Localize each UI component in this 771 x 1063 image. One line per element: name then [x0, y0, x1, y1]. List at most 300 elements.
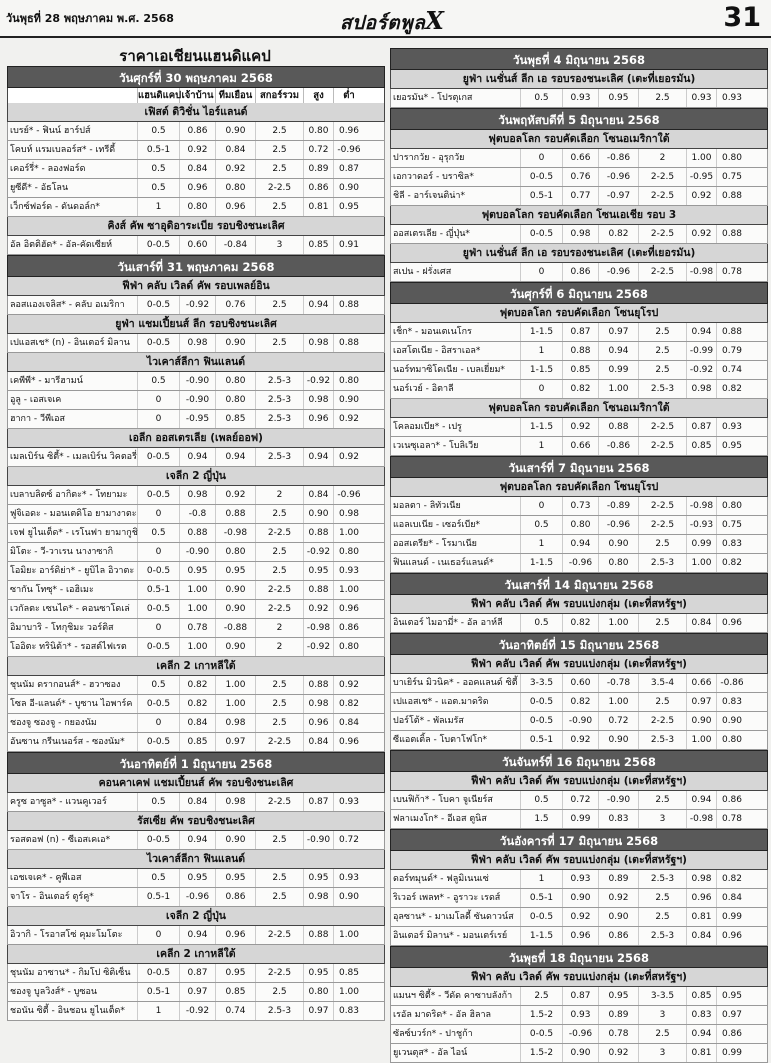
over-odds: 0.90 [687, 712, 717, 730]
away-odds: 0.97 [599, 323, 639, 341]
over-odds: 0.97 [304, 1002, 334, 1020]
league-header: ฟีฟ่า คลับ เวิลด์ คัพ รอบแบ่งกลุ่ม (เตะที่สหรัฐฯ) [390, 595, 768, 614]
match-name: เวเนซุเอลา* - โบลิเวีย [391, 437, 521, 455]
total-goals: 2 [256, 619, 304, 637]
handicap: 1-1.5 [521, 418, 563, 436]
match-row [390, 323, 768, 342]
over-odds: 0.95 [304, 562, 334, 580]
away-odds: 0.82 [599, 225, 639, 243]
match-row [390, 168, 768, 187]
match-name: ชองจู ซองจู - กยองนัม [8, 714, 138, 732]
match-row [7, 926, 385, 945]
total-goals: 2.5 [639, 361, 687, 379]
away-odds: 0.72 [599, 712, 639, 730]
over-odds: -0.98 [687, 263, 717, 281]
under-odds: 0.72 [338, 835, 360, 845]
handicap: 0-0.5 [138, 448, 180, 466]
total-goals: 2-2.5 [639, 263, 687, 281]
match-name: ยูซีดี* - อัธโลน [8, 179, 138, 197]
match-row [7, 695, 385, 714]
home-odds: 1.00 [180, 600, 216, 618]
under-odds: 0.75 [721, 172, 743, 182]
home-odds: 0.60 [180, 236, 216, 254]
total-goals: 2.5 [256, 714, 304, 732]
over-odds: 0.89 [304, 160, 334, 178]
match-name: ปอร์โต้* - พัลเมรัส [391, 712, 521, 730]
home-odds: 0.92 [180, 141, 216, 159]
match-name: สเปน - ฝรั่งเศส [391, 263, 521, 281]
match-name: ซีแอตเติ้ล - โบตาโฟโก* [391, 731, 521, 749]
match-name: อุลซาน* - มาเมโลดี้ ซันดาวน์ส [391, 908, 521, 926]
match-name: เอชเจเค* - คูพีเอส [8, 869, 138, 887]
away-odds: 0.98 [216, 714, 256, 732]
away-odds: 0.90 [216, 122, 256, 140]
home-odds: -0.95 [180, 410, 216, 428]
away-odds: 0.96 [216, 198, 256, 216]
under-odds: 0.74 [721, 365, 743, 375]
over-odds: 0.94 [304, 448, 334, 466]
under-odds: 0.78 [721, 267, 743, 277]
league-header: ฟุตบอลโลก รอบคัดเลือก โซนยุโรป [390, 478, 768, 497]
column-header: สูง [304, 88, 334, 103]
away-odds: -0.88 [216, 619, 256, 637]
day-header: วันพุธที่ 4 มิถุนายน 2568 [390, 48, 768, 70]
under-odds: 0.83 [338, 1006, 360, 1016]
league-header: คอนคาเคฟ แชมเปี้ยนส์ คัพ รอบชิงชนะเลิศ [7, 774, 385, 793]
home-odds: -0.92 [180, 1002, 216, 1020]
handicap: 0 [521, 263, 563, 281]
away-odds: -0.86 [599, 437, 639, 455]
league-header: ไวเคาส์ลีกา ฟินแลนด์ [7, 353, 385, 372]
match-name: โคลอมเบีย* - เปรู [391, 418, 521, 436]
over-odds: 0.88 [304, 581, 334, 599]
total-goals: 2 [256, 486, 304, 504]
away-odds: 0.80 [216, 179, 256, 197]
home-odds: 0.96 [563, 927, 599, 945]
away-odds: 0.90 [216, 334, 256, 352]
under-odds: -0.86 [720, 678, 744, 688]
over-odds: 0.93 [687, 89, 717, 107]
over-odds: 0.92 [304, 600, 334, 618]
home-odds: 0.96 [180, 179, 216, 197]
over-odds: 0.66 [687, 674, 717, 692]
home-odds: 0.88 [563, 342, 599, 360]
match-name: บาเยิร์น มิวนิค* - ออคแลนด์ ซิตี้ [391, 674, 521, 692]
over-odds: 0.88 [304, 926, 334, 944]
total-goals: 2.5-3 [639, 380, 687, 398]
match-row [7, 1002, 385, 1021]
under-odds: 0.99 [721, 1048, 743, 1058]
match-row [7, 141, 385, 160]
over-odds: -0.92 [304, 543, 334, 561]
handicap: 0.5 [138, 793, 180, 811]
under-odds: 0.86 [338, 623, 360, 633]
match-row [390, 89, 768, 108]
league-header: ฟีฟ่า คลับ เวิลด์ คัพ รอบแบ่งกลุ่ม (เตะที่สหรัฐฯ) [390, 772, 768, 791]
handicap: 0-0.5 [138, 831, 180, 849]
league-header: เคลีก 2 เกาหลีใต้ [7, 657, 385, 676]
home-odds: 0.97 [180, 983, 216, 1001]
league-header: คิงส์ คัพ ซาอุดิอาระเบีย รอบชิงชนะเลิศ [7, 217, 385, 236]
home-odds: -0.90 [563, 712, 599, 730]
match-name: เคพีพี* - มารีฮามน์ [8, 372, 138, 390]
total-goals: 2.5-3 [639, 554, 687, 572]
total-goals: 2.5 [256, 198, 304, 216]
under-odds: 0.80 [721, 735, 743, 745]
total-goals: 2-2.5 [256, 926, 304, 944]
over-odds: 0.96 [304, 410, 334, 428]
away-odds: 1.00 [216, 695, 256, 713]
match-row [390, 927, 768, 946]
league-header: ฟุตบอลโลก รอบคัดเลือก โซนอเมริกาใต้ [390, 399, 768, 418]
match-name: อิวากิ - โรอาสโซ่ คุมะโมโตะ [8, 926, 138, 944]
total-goals: 3 [639, 810, 687, 828]
page-title: ราคาเอเชียนแฮนดิแคป [119, 47, 271, 65]
away-odds: 0.86 [599, 927, 639, 945]
away-odds: 0.92 [216, 160, 256, 178]
day-header: วันอังคารที่ 17 มิถุนายน 2568 [390, 829, 768, 851]
home-odds: 0.93 [563, 89, 599, 107]
match-name: นอร์ทมาซิโดเนีย - เบลเยี่ยม* [391, 361, 521, 379]
over-odds: 0.95 [304, 869, 334, 887]
under-odds: 0.80 [721, 501, 743, 511]
away-odds: 1.00 [599, 614, 639, 632]
league-header: ไวเคาส์ลีกา ฟินแลนด์ [7, 850, 385, 869]
over-odds: 0.88 [304, 524, 334, 542]
match-name: ชิลี - อาร์เจนติน่า* [391, 187, 521, 205]
handicap: 1-1.5 [521, 361, 563, 379]
publication-logo [340, 6, 444, 38]
home-odds: 0.77 [563, 187, 599, 205]
league-header: เฟิสต์ ดิวิชั่น ไอร์แลนด์ [7, 103, 385, 122]
away-odds: 0.97 [216, 733, 256, 751]
match-row [7, 638, 385, 657]
away-odds: 0.80 [216, 391, 256, 409]
match-name: ชอนัน ซิตี้ - อินชอน ยูไนเต็ด* [8, 1002, 138, 1020]
over-odds: -0.98 [304, 619, 334, 637]
home-odds: 0.73 [563, 497, 599, 515]
handicap: 0 [138, 714, 180, 732]
total-goals: 3 [639, 1006, 687, 1024]
home-odds: 0.98 [180, 486, 216, 504]
away-odds: 0.88 [216, 505, 256, 523]
match-name: ชองจู บูลวิงส์* - บูซอน [8, 983, 138, 1001]
league-header: เอลีก ออสเตรเลีย (เพลย์ออฟ) [7, 429, 385, 448]
match-row [7, 505, 385, 524]
over-odds: 1.00 [687, 149, 717, 167]
away-odds: -0.96 [599, 168, 639, 186]
over-odds: 0.86 [304, 179, 334, 197]
match-row [7, 543, 385, 562]
away-odds: 0.95 [216, 562, 256, 580]
over-odds: 0.92 [687, 187, 717, 205]
handicap: 0.5 [138, 372, 180, 390]
under-odds: 0.95 [721, 991, 743, 1001]
home-odds: 0.84 [180, 714, 216, 732]
total-goals: 2.5 [256, 695, 304, 713]
under-odds: 0.88 [721, 229, 743, 239]
total-goals: 2.5 [639, 323, 687, 341]
total-goals: 2-2.5 [256, 524, 304, 542]
away-odds: 0.92 [216, 486, 256, 504]
total-goals: 2.5-3 [256, 448, 304, 466]
match-name: รอสตอฟ (n) - ซีเอสเคเอ* [8, 831, 138, 849]
away-odds: 1.00 [216, 676, 256, 694]
away-odds: 0.84 [216, 141, 256, 159]
match-name: ครูซ อาซูล* - แวนคูเวอร์ [8, 793, 138, 811]
match-row [390, 1044, 768, 1063]
under-odds: 0.91 [338, 240, 360, 250]
away-odds: -0.96 [599, 263, 639, 281]
total-goals: 2.5 [639, 614, 687, 632]
match-row [7, 448, 385, 467]
match-name: เมลเบิร์น ซิตี้* - เมลเบิร์น วิคตอรี่ [8, 448, 138, 466]
away-odds: 0.90 [216, 831, 256, 849]
match-row [390, 791, 768, 810]
league-header: ฟีฟ่า คลับ เวิลด์ คัพ รอบแบ่งกลุ่ม (เตะที่สหรัฐฯ) [390, 968, 768, 987]
under-odds: 0.82 [721, 384, 743, 394]
match-name: โซล อี-แลนด์* - บูซาน ไอพาร์ค [8, 695, 138, 713]
league-header: ยูฟ่า เนชั่นส์ ลีก เอ รอบรองชนะเลิศ (เตะที่เยอรมัน) [390, 70, 768, 89]
under-odds: 0.93 [338, 873, 360, 883]
home-odds: -0.96 [563, 554, 599, 572]
over-odds: 0.92 [687, 225, 717, 243]
over-odds: -0.99 [687, 342, 717, 360]
away-odds: 0.85 [216, 983, 256, 1001]
over-odds: 0.98 [687, 870, 717, 888]
match-name: อิมาบาริ - โทกุชิมะ วอร์ติส [8, 619, 138, 637]
column-header: ทีมเยือน [216, 88, 256, 103]
total-goals: 3 [639, 1044, 687, 1062]
handicap: 0.5 [521, 516, 563, 534]
under-odds: 0.92 [338, 680, 360, 690]
match-row [7, 562, 385, 581]
away-odds: 0.88 [599, 418, 639, 436]
handicap: 0-0.5 [521, 908, 563, 926]
total-goals: 2.5 [639, 89, 687, 107]
total-goals: 2-2.5 [639, 437, 687, 455]
total-goals: 2 [256, 638, 304, 656]
away-odds: 1.00 [599, 693, 639, 711]
home-odds: 0.82 [563, 693, 599, 711]
under-odds: 0.90 [338, 395, 360, 405]
match-row [390, 908, 768, 927]
over-odds: 0.97 [687, 693, 717, 711]
match-name: ดอร์ทมุนด์* - ฟลูมิเนนเซ่ [391, 870, 521, 888]
day-header: วันจันทร์ที่ 16 มิถุนายน 2568 [390, 750, 768, 772]
under-odds: 0.99 [721, 912, 743, 922]
home-odds: 0.82 [563, 614, 599, 632]
over-odds: -0.92 [687, 361, 717, 379]
total-goals: 2-2.5 [639, 187, 687, 205]
match-row [7, 296, 385, 315]
total-goals: 2-2.5 [639, 418, 687, 436]
handicap: 0-0.5 [138, 733, 180, 751]
home-odds: 0.99 [563, 810, 599, 828]
handicap: 2.5 [521, 987, 563, 1005]
under-odds: 0.88 [721, 327, 743, 337]
match-row [390, 731, 768, 750]
total-goals: 2.5-3 [256, 410, 304, 428]
over-odds: 0.84 [304, 486, 334, 504]
total-goals: 2-2.5 [256, 179, 304, 197]
away-odds: 0.78 [599, 1025, 639, 1043]
handicap: 0.5-1 [521, 889, 563, 907]
match-name: มิโตะ - วี-วาเรน นางาซากิ [8, 543, 138, 561]
match-name: เช็ก* - มอนเตเนโกร [391, 323, 521, 341]
under-odds: 0.82 [721, 874, 743, 884]
handicap: 0 [138, 391, 180, 409]
over-odds: 0.85 [304, 236, 334, 254]
home-odds: 0.87 [563, 323, 599, 341]
handicap: 1-1.5 [521, 554, 563, 572]
match-name: เจฟ ยูไนเต็ด* - เรโนฟา ยามากูชิ [8, 524, 138, 542]
total-goals: 2.5 [256, 334, 304, 352]
handicap: 0-0.5 [138, 236, 180, 254]
total-goals: 2.5 [639, 693, 687, 711]
under-odds: 0.88 [338, 300, 360, 310]
home-odds: 0.92 [563, 908, 599, 926]
match-name: เยอรมัน* - โปรตุเกส [391, 89, 521, 107]
total-goals: 2.5-3 [639, 870, 687, 888]
home-odds: 0.95 [180, 562, 216, 580]
away-odds: -0.96 [599, 516, 639, 534]
match-row [7, 831, 385, 850]
handicap: 0-0.5 [138, 600, 180, 618]
total-goals: 2-2.5 [256, 581, 304, 599]
handicap: 1-1.5 [521, 927, 563, 945]
total-goals: 2-2.5 [256, 793, 304, 811]
home-odds: 0.85 [180, 733, 216, 751]
handicap: 1 [521, 342, 563, 360]
home-odds: -0.90 [180, 543, 216, 561]
home-odds: -0.96 [563, 1025, 599, 1043]
away-odds: 0.74 [216, 1002, 256, 1020]
under-odds: 0.80 [721, 153, 743, 163]
under-odds: 0.90 [338, 892, 360, 902]
under-odds: 0.86 [721, 795, 743, 805]
match-row [390, 987, 768, 1006]
league-header: ฟีฟ่า คลับ เวิลด์ คัพ รอบแบ่งกลุ่ม (เตะที่สหรัฐฯ) [390, 851, 768, 870]
over-odds: 0.94 [304, 296, 334, 314]
total-goals: 2.5 [256, 296, 304, 314]
match-row [7, 869, 385, 888]
away-odds: 0.92 [599, 889, 639, 907]
logo-mark: X [425, 6, 445, 35]
under-odds: 0.84 [338, 718, 360, 728]
away-odds: 0.90 [216, 600, 256, 618]
match-name: เบนฟิก้า* - โบคา จูเนียร์ส [391, 791, 521, 809]
over-odds: 0.80 [304, 122, 334, 140]
match-row [7, 983, 385, 1002]
home-odds: 1.00 [180, 581, 216, 599]
away-odds: 0.99 [599, 361, 639, 379]
league-header: ยูฟ่า เนชั่นส์ ลีก เอ รอบรองชนะเลิศ (เตะที่เยอรมัน) [390, 244, 768, 263]
over-odds: 0.84 [687, 614, 717, 632]
day-header: วันเสาร์ที่ 7 มิถุนายน 2568 [390, 456, 768, 478]
away-odds: 0.95 [216, 964, 256, 982]
handicap: 0.5-1 [138, 983, 180, 1001]
home-odds: 0.94 [180, 831, 216, 849]
match-row [7, 198, 385, 217]
over-odds: 0.88 [304, 676, 334, 694]
day-header: วันอาทิตย์ที่ 1 มิถุนายน 2568 [7, 752, 385, 774]
match-row [390, 418, 768, 437]
match-name: เอสโตเนีย - อิสราเอล* [391, 342, 521, 360]
match-row [7, 600, 385, 619]
handicap: 0.5-1 [521, 731, 563, 749]
over-odds: -0.93 [687, 516, 717, 534]
away-odds: -0.84 [216, 236, 256, 254]
under-odds: 0.85 [338, 968, 360, 978]
handicap: 1 [521, 870, 563, 888]
under-odds: 0.82 [721, 558, 743, 568]
league-header: ฟุตบอลโลก รอบคัดเลือก โซนอเมริกาใต้ [390, 130, 768, 149]
handicap: 1 [521, 437, 563, 455]
home-odds: 0.82 [180, 676, 216, 694]
match-row [7, 179, 385, 198]
under-odds: 0.97 [721, 1010, 743, 1020]
match-row [7, 793, 385, 812]
away-odds: 0.94 [216, 448, 256, 466]
under-odds: 0.92 [338, 414, 360, 424]
home-odds: 0.72 [563, 791, 599, 809]
match-name: ยูเวนตุส* - อัล ไอน์ [391, 1044, 521, 1062]
logo-text: สปอร์ตพูล [340, 12, 426, 34]
under-odds: 0.95 [338, 202, 360, 212]
day-header: วันเสาร์ที่ 31 พฤษภาคม 2568 [7, 255, 385, 277]
match-name: อัล อิตติฮัด* - อัล-คัดเซียห์ [8, 236, 138, 254]
home-odds: 0.93 [563, 1006, 599, 1024]
total-goals: 2.5 [256, 888, 304, 906]
away-odds: 0.89 [599, 870, 639, 888]
total-goals: 2-2.5 [256, 964, 304, 982]
home-odds: 0.87 [563, 987, 599, 1005]
over-odds: 0.81 [687, 1044, 717, 1062]
handicap: 1-1.5 [521, 323, 563, 341]
over-odds: 0.84 [304, 733, 334, 751]
total-goals: 2-2.5 [639, 225, 687, 243]
match-row [390, 516, 768, 535]
day-header: วันพฤหัสบดีที่ 5 มิถุนายน 2568 [390, 108, 768, 130]
handicap: 0-0.5 [138, 334, 180, 352]
total-goals: 2.5 [256, 983, 304, 1001]
match-row [7, 160, 385, 179]
total-goals: 2.5 [639, 908, 687, 926]
page-number: 31 [723, 2, 761, 33]
over-odds: 0.81 [687, 908, 717, 926]
handicap: 0.5 [138, 160, 180, 178]
over-odds: -0.98 [687, 497, 717, 515]
total-goals: 2-2.5 [639, 712, 687, 730]
league-header: รัสเซีย คัพ รอบชิงชนะเลิศ [7, 812, 385, 831]
home-odds: 0.93 [563, 870, 599, 888]
home-odds: 0.80 [180, 198, 216, 216]
total-goals: 3 [256, 236, 304, 254]
handicap: 0 [138, 543, 180, 561]
over-odds: 0.72 [304, 141, 334, 159]
under-odds: 0.83 [721, 539, 743, 549]
column-header-row [7, 88, 385, 103]
handicap: 0.5 [138, 676, 180, 694]
away-odds: 0.90 [599, 908, 639, 926]
issue-date: วันพุธที่ 28 พฤษภาคม พ.ศ. 2568 [6, 12, 174, 25]
match-row [7, 619, 385, 638]
league-header: ยูฟ่า แชมเปี้ยนส์ ลีก รอบชิงชนะเลิศ [7, 315, 385, 334]
match-row [390, 497, 768, 516]
home-odds: 0.84 [180, 793, 216, 811]
away-odds: 0.83 [599, 810, 639, 828]
